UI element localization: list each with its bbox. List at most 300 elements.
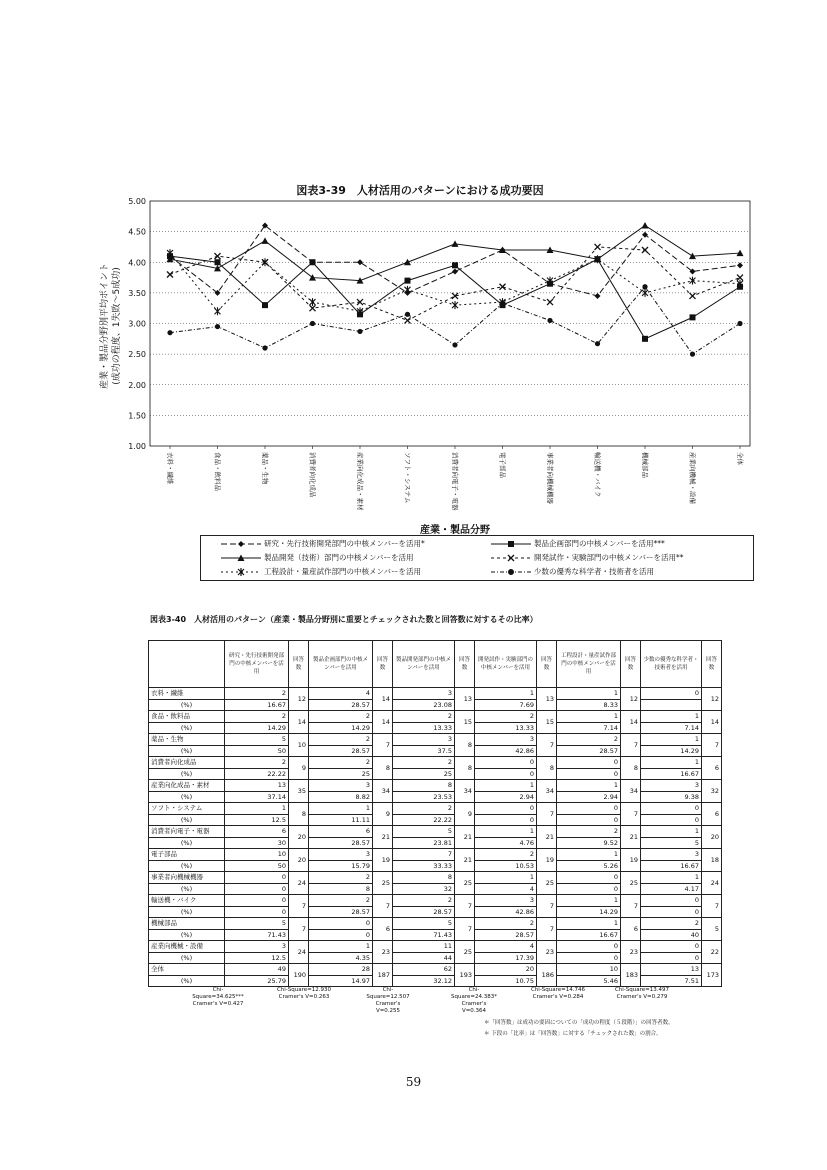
table-cell: 1 xyxy=(557,780,621,792)
table-row xyxy=(149,941,722,953)
pct-cell: 71.43 xyxy=(225,929,289,941)
table-cell: 2 xyxy=(393,895,455,907)
pct-cell: 14.29 xyxy=(309,722,373,734)
pct-cell: 14.29 xyxy=(225,722,289,734)
table-cell: 0 xyxy=(309,918,373,930)
row-label: 電子部品 xyxy=(149,849,225,861)
table-cell: 3 xyxy=(393,688,455,700)
table-cell: 1 xyxy=(641,757,702,769)
y-tick-labels xyxy=(128,197,146,451)
table-cell: 0 xyxy=(557,757,621,769)
pct-label: (%) xyxy=(149,883,225,895)
pct-cell: 7.69 xyxy=(475,699,537,711)
table-cell: 1 xyxy=(557,711,621,723)
table-cell: 6 xyxy=(309,826,373,838)
table-cell: 8 xyxy=(393,780,455,792)
pct-cell: 4.76 xyxy=(475,837,537,849)
table-cell: 2 xyxy=(475,849,537,861)
table-cell: 0 xyxy=(641,941,702,953)
column-header: 回答数 xyxy=(702,641,722,688)
table-row xyxy=(149,964,722,976)
table-cell: 21 xyxy=(455,849,475,872)
pct-cell: 0 xyxy=(557,814,621,826)
x-tick-label: 全体 xyxy=(736,452,744,465)
table-cell: 2 xyxy=(557,734,621,746)
pct-cell: 50 xyxy=(225,745,289,757)
table-cell: 8 xyxy=(537,757,557,780)
table-cell: 7 xyxy=(621,734,641,757)
pct-label: (%) xyxy=(149,837,225,849)
pct-cell: 42.86 xyxy=(475,906,537,918)
table-header-row xyxy=(149,641,722,688)
table-cell: 12 xyxy=(289,688,309,711)
table-cell: 1 xyxy=(475,826,537,838)
legend-label: 工程設計・量産試作部門の中核メンバーを活用 xyxy=(264,567,421,576)
data-point xyxy=(310,298,316,306)
row-label: 事業者向機械機器 xyxy=(149,872,225,884)
legend-item xyxy=(221,566,421,577)
pct-cell: 28.57 xyxy=(309,837,373,849)
data-point xyxy=(452,240,459,247)
table-cell: 18 xyxy=(702,849,722,872)
data-point xyxy=(737,321,742,326)
table-cell: 22 xyxy=(702,941,722,964)
series-5 xyxy=(167,249,743,315)
table-cell: 1 xyxy=(475,872,537,884)
table-cell: 2 xyxy=(393,711,455,723)
pct-label: (%) xyxy=(149,722,225,734)
chi-square-stat: Chi-Square=14.746 Cramer's V=0.284 xyxy=(530,987,586,1000)
table-cell: 1 xyxy=(557,688,621,700)
pct-cell: 7.14 xyxy=(641,722,702,734)
pct-cell: 30 xyxy=(225,837,289,849)
x-tick-label: 輸送機・バイク xyxy=(593,452,602,498)
table-cell: 7 xyxy=(702,734,722,757)
y-tick-label: 2.00 xyxy=(128,380,146,390)
legend-label: 少数の優秀な科学者・技術者を活用 xyxy=(534,567,654,576)
table-cell: 10 xyxy=(289,734,309,757)
column-header: 開発試作・実験部門の中核メンバーを活用 xyxy=(475,641,537,688)
table-cell: 14 xyxy=(702,711,722,734)
data-point xyxy=(405,317,411,323)
table-cell: 3 xyxy=(309,780,373,792)
table-cell: 2 xyxy=(393,803,455,815)
x-tick-label: 産業向化成品・素材 xyxy=(356,452,364,511)
table-cell: 7 xyxy=(621,803,641,826)
pct-cell: 71.43 xyxy=(393,929,455,941)
table-cell: 7 xyxy=(373,895,393,918)
pct-cell: 28.57 xyxy=(557,745,621,757)
table-title: 図表3-40 人材活用のパターン（産業・製品分野別に重要とチェックされた数と回答数に対するその比率） xyxy=(150,615,538,624)
table-cell: 7 xyxy=(289,918,309,941)
row-label: 食品・飲料品 xyxy=(149,711,225,723)
pct-label: (%) xyxy=(149,791,225,803)
column-header: 回答数 xyxy=(289,641,309,688)
table-cell: 34 xyxy=(373,780,393,803)
table-cell: 14 xyxy=(621,711,641,734)
chart-title: 図表3-39 人材活用のパターンにおける成功要因 xyxy=(296,184,544,197)
table-cell: 2 xyxy=(309,895,373,907)
table-cell: 1 xyxy=(475,688,537,700)
chart-legend xyxy=(200,535,754,581)
y-tick-label: 3.50 xyxy=(128,288,146,298)
pct-label: (%) xyxy=(149,814,225,826)
pct-cell: 37.14 xyxy=(225,791,289,803)
table-cell: 24 xyxy=(289,872,309,895)
data-point xyxy=(405,286,411,294)
y-tick-label: 1.00 xyxy=(128,442,146,451)
table-row xyxy=(149,757,722,769)
table-cell: 190 xyxy=(289,964,309,987)
table-cell: 3 xyxy=(475,734,537,746)
legend-label: 製品開発（技術）部門の中核メンバーを活用 xyxy=(264,553,414,562)
x-tick-label: 衣料・繊維 xyxy=(166,452,174,485)
table-row xyxy=(149,734,722,746)
note: ＊ 下段の「比率」は「回答数」に対する「チェックされた数」の割合。 xyxy=(484,1031,662,1037)
table-cell: 0 xyxy=(641,803,702,815)
x-tick-label: 消費者向化成品 xyxy=(308,452,317,498)
table-cell: 9 xyxy=(455,803,475,826)
table-cell: 2 xyxy=(557,826,621,838)
page-number: 59 xyxy=(405,1075,422,1089)
x-tick-label: 機械部品 xyxy=(641,452,649,478)
table-cell: 173 xyxy=(702,964,722,987)
data-point xyxy=(262,302,268,308)
table-cell: 2 xyxy=(475,711,537,723)
pct-cell: 17.39 xyxy=(475,952,537,964)
table-cell: 7 xyxy=(537,918,557,941)
table-cell: 8 xyxy=(393,872,455,884)
table-cell: 10 xyxy=(225,849,289,861)
row-label: ソフト・システム xyxy=(149,803,225,815)
table-cell: 2 xyxy=(641,918,702,930)
table-cell: 11 xyxy=(393,941,455,953)
data-point xyxy=(405,312,410,317)
legend-swatch xyxy=(221,554,261,562)
data-point xyxy=(690,314,696,320)
data-point xyxy=(737,275,743,281)
table-cell: 2 xyxy=(225,757,289,769)
table-cell: 7 xyxy=(393,849,455,861)
data-point xyxy=(595,293,601,299)
table-cell: 25 xyxy=(537,872,557,895)
x-tick-label: 食品・飲料品 xyxy=(213,452,222,491)
table-cell: 3 xyxy=(475,895,537,907)
pct-label: (%) xyxy=(149,768,225,780)
legend-label: 研究・先行技術開発部門の中核メンバーを活用* xyxy=(264,539,425,548)
legend-item xyxy=(221,552,413,563)
table-cell: 5 xyxy=(225,734,289,746)
series-group xyxy=(167,222,744,357)
pct-cell: 8 xyxy=(309,883,373,895)
pct-cell: 12.5 xyxy=(225,952,289,964)
legend-item xyxy=(221,538,425,549)
table-cell: 3 xyxy=(641,780,702,792)
row-label: 輸送機・バイク xyxy=(149,895,225,907)
pct-cell: 37.5 xyxy=(393,745,455,757)
pct-cell: 11.11 xyxy=(309,814,373,826)
table-cell: 1 xyxy=(641,711,702,723)
table-cell: 2 xyxy=(309,734,373,746)
row-label: 薬品・生物 xyxy=(149,734,225,746)
pct-cell: 25 xyxy=(309,768,373,780)
table-cell: 35 xyxy=(289,780,309,803)
table-cell: 6 xyxy=(373,918,393,941)
table-cell: 183 xyxy=(621,964,641,987)
table-cell: 0 xyxy=(641,895,702,907)
pct-cell: 50 xyxy=(225,860,289,872)
x-axis-label: 産業・製品分野 xyxy=(420,525,490,536)
x-tick-label: 消費者向電子・電器 xyxy=(451,452,459,511)
data-point xyxy=(452,268,458,274)
pct-label: (%) xyxy=(149,745,225,757)
data-point xyxy=(547,299,553,305)
pct-cell: 7.51 xyxy=(641,975,702,987)
pct-cell: 15.79 xyxy=(309,860,373,872)
pct-cell: 0 xyxy=(475,768,537,780)
y-tick-label: 4.00 xyxy=(128,258,146,268)
pct-cell: 16.67 xyxy=(225,699,289,711)
pct-cell: 4 xyxy=(475,883,537,895)
pct-cell: 0 xyxy=(475,814,537,826)
x-tick-label: 薬品・生物 xyxy=(261,452,269,485)
x-tick-label: 電子部品 xyxy=(498,452,507,478)
legend-swatch xyxy=(221,540,261,548)
data-point xyxy=(547,318,552,323)
pct-cell: 28.57 xyxy=(309,745,373,757)
table-cell: 6 xyxy=(621,918,641,941)
pct-cell: 13.33 xyxy=(475,722,537,734)
row-label: 全体 xyxy=(149,964,225,976)
data-table xyxy=(148,640,722,987)
table-cell: 1 xyxy=(557,918,621,930)
pct-cell: 16.67 xyxy=(557,929,621,941)
chi-square-stat: Chi-Square=12.930 Cramer's V=0.263 xyxy=(276,987,332,1000)
table-cell: 1 xyxy=(475,780,537,792)
table-cell: 28 xyxy=(309,964,373,976)
series-4 xyxy=(167,244,743,324)
table-cell: 6 xyxy=(702,757,722,780)
pct-cell xyxy=(641,699,702,711)
data-point xyxy=(500,301,505,306)
pct-cell: 14.29 xyxy=(641,745,702,757)
table-cell: 2 xyxy=(309,711,373,723)
table-cell: 8 xyxy=(455,757,475,780)
table-cell: 9 xyxy=(373,803,393,826)
pct-cell: 4.17 xyxy=(641,883,702,895)
table-cell: 186 xyxy=(537,964,557,987)
pct-cell: 0 xyxy=(641,814,702,826)
table-cell: 21 xyxy=(621,826,641,849)
data-point xyxy=(642,247,648,253)
column-header: 回答数 xyxy=(373,641,393,688)
pct-label: (%) xyxy=(149,860,225,872)
note: ＊「回答数」は成功の要因についての「成功の程度（５段階）」の回答者数。 xyxy=(484,1020,674,1026)
table-cell: 5 xyxy=(393,918,455,930)
data-point xyxy=(595,244,601,250)
table-cell: 25 xyxy=(455,941,475,964)
data-point xyxy=(690,352,695,357)
pct-cell: 5.26 xyxy=(557,860,621,872)
table-cell: 6 xyxy=(225,826,289,838)
pct-cell: 2.94 xyxy=(557,791,621,803)
table-row xyxy=(149,872,722,884)
column-header: 研究・先行技術開発部門の中核メンバーを活用 xyxy=(225,641,289,688)
table-cell: 0 xyxy=(225,895,289,907)
pct-cell: 44 xyxy=(393,952,455,964)
table-cell: 0 xyxy=(475,757,537,769)
table-cell: 8 xyxy=(373,757,393,780)
table-cell: 0 xyxy=(225,872,289,884)
table-row xyxy=(149,780,722,792)
table-cell: 3 xyxy=(393,734,455,746)
table-cell: 10 xyxy=(557,964,621,976)
pct-cell: 16.67 xyxy=(641,860,702,872)
table-cell: 4 xyxy=(475,941,537,953)
table-cell: 7 xyxy=(702,895,722,918)
pct-cell: 14.97 xyxy=(309,975,373,987)
table-cell: 34 xyxy=(455,780,475,803)
legend-swatch xyxy=(491,568,531,576)
header-corner xyxy=(149,641,225,688)
chi-square-stat: Chi- Square=24.383* Cramer's V=0.364 xyxy=(451,987,497,1014)
y-axis-label-sub: (成功の程度、1失敗～5成功) xyxy=(112,267,122,385)
table-cell: 62 xyxy=(393,964,455,976)
table-cell: 23 xyxy=(373,941,393,964)
data-point xyxy=(167,330,172,335)
data-point xyxy=(452,301,458,309)
column-header: 回答数 xyxy=(537,641,557,688)
series-1 xyxy=(167,223,743,299)
series-line xyxy=(170,226,740,296)
pct-cell: 0 xyxy=(309,929,373,941)
y-axis-label: 産業・製品分野別平均ポイント xyxy=(100,262,110,390)
table-cell: 2 xyxy=(225,711,289,723)
pct-cell: 25 xyxy=(393,768,455,780)
row-label: 機械部品 xyxy=(149,918,225,930)
table-cell: 24 xyxy=(289,941,309,964)
data-point xyxy=(737,262,743,268)
legend-swatch xyxy=(491,554,531,562)
table-cell: 15 xyxy=(455,711,475,734)
data-point xyxy=(357,259,363,265)
table-cell: 3 xyxy=(225,941,289,953)
row-label: 産業向機械・設備 xyxy=(149,941,225,953)
data-point xyxy=(215,307,221,315)
pct-cell: 0 xyxy=(641,906,702,918)
table-cell: 49 xyxy=(225,964,289,976)
pct-cell: 16.67 xyxy=(641,768,702,780)
pct-cell: 33.33 xyxy=(393,860,455,872)
data-point xyxy=(215,324,220,329)
pct-label: (%) xyxy=(149,929,225,941)
table-row xyxy=(149,803,722,815)
table-cell: 15 xyxy=(537,711,557,734)
pct-cell: 22.22 xyxy=(393,814,455,826)
table-cell: 8 xyxy=(289,803,309,826)
data-point xyxy=(452,262,458,268)
pct-cell: 28.57 xyxy=(309,906,373,918)
table-cell: 7 xyxy=(455,918,475,941)
data-point xyxy=(642,336,648,342)
chi-square-stat: Chi-Square=13.497 Cramer's V=0.279 xyxy=(614,987,670,1000)
table-cell: 6 xyxy=(702,803,722,826)
table-cell: 25 xyxy=(455,872,475,895)
table-cell: 14 xyxy=(373,711,393,734)
table-cell: 1 xyxy=(309,941,373,953)
table-cell: 1 xyxy=(557,849,621,861)
table-cell: 1 xyxy=(225,803,289,815)
y-tick-label: 1.50 xyxy=(128,411,146,421)
table-cell: 19 xyxy=(621,849,641,872)
pct-cell: 4.35 xyxy=(309,952,373,964)
pct-cell: 0 xyxy=(557,952,621,964)
pct-cell: 14.29 xyxy=(557,906,621,918)
pct-cell: 2.94 xyxy=(475,791,537,803)
data-point xyxy=(500,284,506,290)
pct-cell: 5.46 xyxy=(557,975,621,987)
table-cell: 7 xyxy=(537,803,557,826)
table-cell: 21 xyxy=(537,826,557,849)
chart-grid xyxy=(150,201,750,449)
column-header: 製品企画部門の中核メンバーを活用 xyxy=(309,641,373,688)
pct-cell: 28.57 xyxy=(309,699,373,711)
table-cell: 19 xyxy=(537,849,557,872)
table-cell: 20 xyxy=(702,826,722,849)
table-cell: 7 xyxy=(621,895,641,918)
column-header: 製品開発部門の中核メンバーを活用 xyxy=(393,641,455,688)
pct-label: (%) xyxy=(149,975,225,987)
pct-cell: 0 xyxy=(225,906,289,918)
table-cell: 3 xyxy=(641,849,702,861)
table-cell: 193 xyxy=(455,964,475,987)
table-cell: 0 xyxy=(475,803,537,815)
pct-cell: 12.5 xyxy=(225,814,289,826)
table-row xyxy=(149,849,722,861)
y-tick-label: 4.50 xyxy=(128,227,146,237)
table-cell: 20 xyxy=(289,826,309,849)
pct-cell: 10.75 xyxy=(475,975,537,987)
pct-cell: 32.12 xyxy=(393,975,455,987)
data-point xyxy=(262,345,267,350)
line-chart xyxy=(95,178,775,583)
pct-cell: 42.86 xyxy=(475,745,537,757)
table-cell: 24 xyxy=(702,872,722,895)
table-cell: 2 xyxy=(475,918,537,930)
table-cell: 2 xyxy=(225,688,289,700)
table-cell: 1 xyxy=(309,803,373,815)
series-line xyxy=(170,247,740,321)
data-point xyxy=(357,329,362,334)
x-tick-label: 事業者向機械機器 xyxy=(546,452,554,504)
table-cell: 8 xyxy=(455,734,475,757)
table-cell: 2 xyxy=(393,757,455,769)
y-tick-label: 5.00 xyxy=(128,197,146,206)
table-cell: 2 xyxy=(309,757,373,769)
series-2 xyxy=(167,253,743,342)
data-point xyxy=(215,259,221,265)
table-row xyxy=(149,918,722,930)
legend-item xyxy=(491,552,683,563)
data-point xyxy=(452,342,457,347)
data-point xyxy=(405,278,411,284)
table-cell: 14 xyxy=(373,688,393,711)
column-header: 回答数 xyxy=(455,641,475,688)
legend-item xyxy=(491,538,665,549)
row-label: 消費者向電子・電器 xyxy=(149,826,225,838)
table-cell: 34 xyxy=(537,780,557,803)
table-cell: 7 xyxy=(537,895,557,918)
